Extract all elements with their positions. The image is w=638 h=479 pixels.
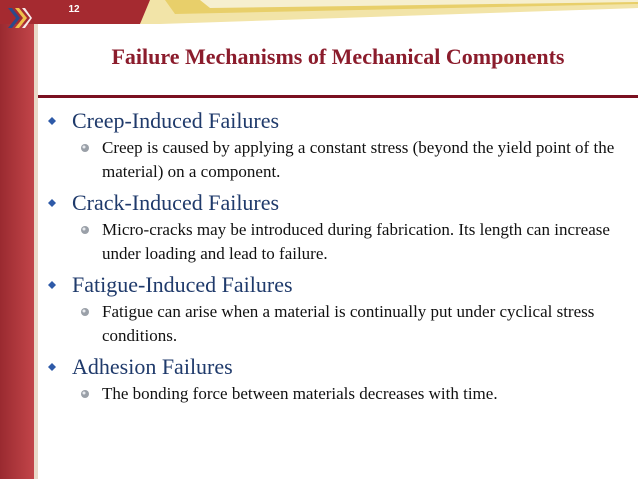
bullet-heading-row (48, 270, 618, 300)
sub-bullet-row (80, 136, 618, 184)
slide-title: Failure Mechanisms of Mechanical Components (111, 44, 565, 69)
bullet-heading: Creep-Induced Failures (72, 108, 280, 133)
top-banner (0, 0, 638, 24)
diamond-bullet-icon (48, 363, 56, 371)
bullet-item (48, 352, 618, 406)
sub-bullet-text: Fatigue can arise when a material is continually put under cyclical stress conditions. (102, 302, 595, 345)
bullet-heading: Adhesion Failures (72, 354, 233, 379)
sub-bullet-row (80, 218, 618, 266)
bullet-item (48, 106, 618, 184)
round-bullet-icon (80, 225, 90, 235)
round-bullet-icon (80, 389, 90, 399)
bullet-heading: Crack-Induced Failures (72, 190, 280, 215)
sub-bullet-text: The bonding force between materials decreases with time. (102, 384, 498, 403)
diamond-bullet-icon (48, 281, 56, 289)
sub-bullet-text: Creep is caused by applying a constant stress (beyond the yield point of the material) on a component. (102, 138, 615, 181)
page-number: 12 (68, 4, 80, 15)
diamond-bullet-icon (48, 117, 56, 125)
bullet-list (48, 106, 618, 406)
title-underline (38, 95, 638, 98)
bullet-item (48, 270, 618, 348)
bullet-heading-row (48, 106, 618, 136)
sidebar-decoration (0, 0, 38, 479)
chevron-logo-icon (4, 4, 32, 32)
round-bullet-icon (80, 143, 90, 153)
sub-bullet-text: Micro-cracks may be introduced during fabrication. Its length can increase under loading and lead to failure. (102, 220, 610, 263)
bullet-heading: Fatigue-Induced Failures (72, 272, 293, 297)
sub-bullet-row (80, 382, 618, 406)
diamond-bullet-icon (48, 199, 56, 207)
round-bullet-icon (80, 307, 90, 317)
bullet-heading-row (48, 352, 618, 382)
bullet-item (48, 188, 618, 266)
sub-bullet-row (80, 300, 618, 348)
bullet-heading-row (48, 188, 618, 218)
